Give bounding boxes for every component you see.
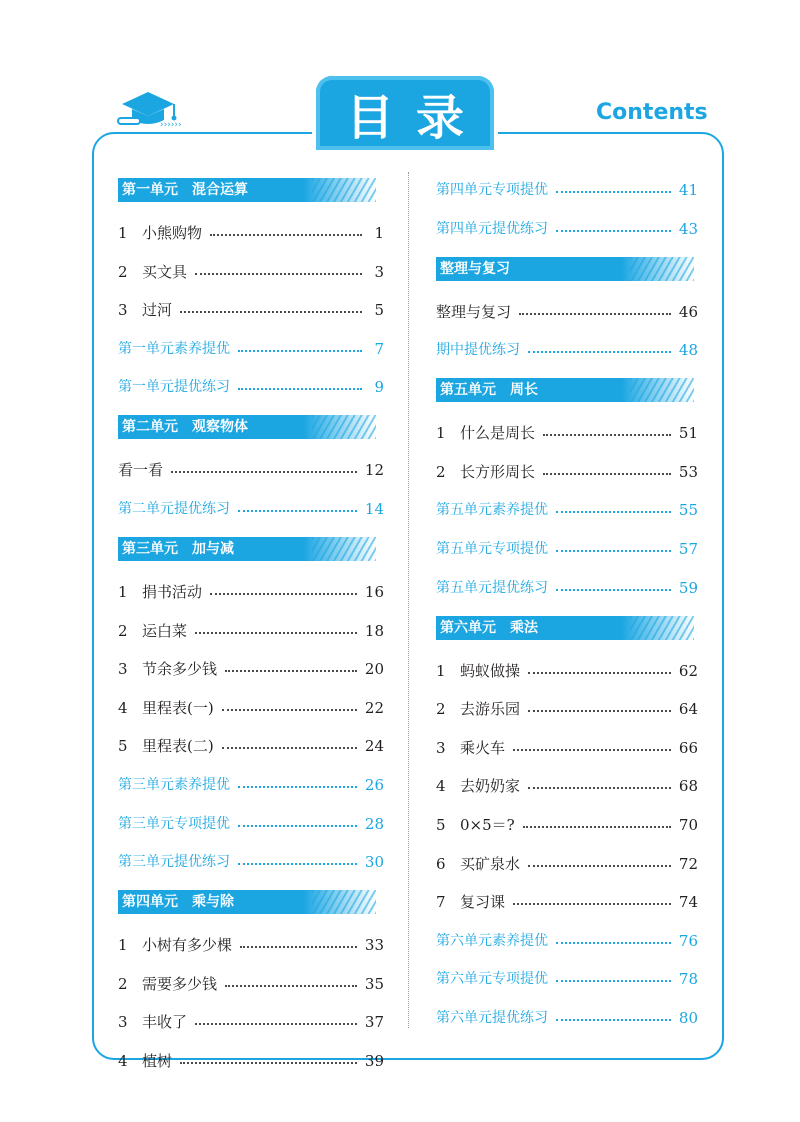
- dot-leader: [240, 946, 357, 948]
- entry-number: 1: [118, 583, 128, 601]
- page-number: 39: [364, 1052, 384, 1070]
- toc-entry[interactable]: [436, 498, 698, 522]
- toc-entry[interactable]: [118, 850, 384, 874]
- entry-number: 4: [436, 777, 446, 796]
- toc-entry[interactable]: [118, 1010, 384, 1034]
- toc-entry[interactable]: [436, 338, 698, 362]
- toc-entry[interactable]: [118, 458, 384, 482]
- toc-entry[interactable]: [436, 421, 698, 445]
- toc-entry[interactable]: [118, 375, 384, 399]
- header-stripes-decoration: [630, 616, 694, 640]
- toc-entry[interactable]: [436, 1006, 698, 1030]
- entry-title: 蚂蚁做操: [460, 661, 521, 680]
- svg-text:››››››: ››››››: [160, 120, 182, 130]
- toc-entry[interactable]: [436, 736, 698, 760]
- unit-header: [118, 890, 376, 914]
- dot-leader: [528, 672, 671, 674]
- dot-leader: [225, 670, 357, 672]
- page-number: 66: [678, 738, 698, 757]
- page-number: 41: [678, 181, 698, 199]
- toc-entry[interactable]: [436, 852, 698, 876]
- page-number: 51: [678, 424, 698, 443]
- page-number: 1: [374, 224, 384, 242]
- page-number: 37: [364, 1013, 384, 1032]
- entry-number: 3: [118, 301, 128, 320]
- page-number: 12: [364, 461, 384, 480]
- dot-leader: [556, 191, 671, 193]
- entry-title: 里程表(二): [142, 737, 214, 756]
- header-stripes-decoration: [312, 415, 376, 439]
- page-number: 35: [364, 974, 384, 993]
- entry-number: 2: [118, 262, 128, 281]
- entry-number: 1: [436, 661, 446, 680]
- dot-leader: [513, 749, 671, 751]
- dot-leader: [238, 350, 362, 352]
- entry-title: 长方形周长: [460, 462, 536, 481]
- entry-number: 2: [436, 700, 446, 719]
- dot-leader: [543, 473, 671, 475]
- page-number: 22: [364, 698, 384, 717]
- page-number: 72: [678, 854, 698, 873]
- dot-leader: [222, 747, 357, 749]
- graduation-cap-icon: [116, 80, 196, 130]
- dot-leader: [528, 787, 671, 789]
- entry-title: 第二单元提优练习: [118, 501, 230, 517]
- entry-number: 2: [436, 462, 446, 481]
- page-number: 33: [364, 936, 384, 955]
- entry-title: 买文具: [142, 262, 188, 281]
- dot-leader: [171, 471, 357, 473]
- unit-header-label: 第二单元 观察物体: [122, 419, 248, 436]
- dot-leader: [556, 230, 671, 232]
- dot-leader: [238, 825, 357, 827]
- unit-header-label: 第五单元 周长: [440, 382, 538, 399]
- contents-label: Contents: [596, 100, 708, 125]
- toc-entry[interactable]: [118, 734, 384, 758]
- entry-number: 2: [118, 621, 128, 640]
- column-divider: [408, 172, 409, 1028]
- page-number: 7: [374, 339, 384, 358]
- toc-entry[interactable]: [118, 337, 384, 361]
- dot-leader: [556, 550, 671, 552]
- dot-leader: [222, 709, 357, 711]
- entry-title: 去游乐园: [460, 700, 521, 719]
- entry-title: 第四单元专项提优: [436, 182, 548, 198]
- toc-entry[interactable]: [436, 460, 698, 484]
- page-number: 46: [678, 302, 698, 321]
- page-number: 59: [678, 578, 698, 597]
- toc-entry[interactable]: [436, 300, 698, 324]
- page-number: 3: [374, 262, 384, 281]
- entry-number: 1: [118, 936, 128, 955]
- toc-entry[interactable]: [436, 576, 698, 600]
- entry-number: 3: [436, 738, 446, 757]
- dot-leader: [528, 865, 671, 867]
- page-number: 26: [364, 776, 384, 794]
- page-number: 43: [678, 219, 698, 238]
- dot-leader: [195, 1023, 357, 1025]
- entry-title: 里程表(一): [142, 698, 214, 717]
- entry-title: 捐书活动: [142, 583, 203, 601]
- dot-leader: [513, 903, 671, 905]
- toc-entry[interactable]: [118, 497, 384, 521]
- dot-leader: [195, 273, 362, 275]
- page-number: 16: [364, 583, 384, 601]
- entry-number: 1: [436, 424, 446, 443]
- page-number: 20: [364, 660, 384, 679]
- toc-entry[interactable]: [436, 813, 698, 837]
- dot-leader: [543, 434, 671, 436]
- toc-entry[interactable]: [118, 580, 384, 604]
- page-number: 55: [678, 501, 698, 520]
- entry-title: 第三单元素养提优: [118, 777, 230, 793]
- toc-entry[interactable]: [436, 967, 698, 991]
- page-number: 78: [678, 970, 698, 989]
- header-stripes-decoration: [312, 178, 376, 202]
- unit-header: [118, 178, 376, 202]
- toc-entry[interactable]: [436, 217, 698, 241]
- entry-title: 小树有多少棵: [142, 936, 233, 955]
- dot-leader: [519, 313, 671, 315]
- dot-leader: [238, 388, 362, 390]
- page-title: 目录: [316, 76, 494, 150]
- page-number: 57: [678, 540, 698, 558]
- dot-leader: [556, 980, 671, 982]
- page-number: 68: [678, 777, 698, 796]
- toc-entry[interactable]: [118, 812, 384, 836]
- entry-title: 第一单元素养提优: [118, 340, 230, 357]
- dot-leader: [238, 863, 357, 865]
- entry-number: 1: [118, 224, 128, 242]
- page-number: 30: [364, 853, 384, 872]
- page-number: 48: [678, 341, 698, 360]
- entry-title: 第一单元提优练习: [118, 379, 230, 396]
- toc-entry[interactable]: [436, 697, 698, 721]
- entry-title: 买矿泉水: [460, 854, 521, 873]
- unit-header-label: 第一单元 混合运算: [122, 182, 248, 198]
- page-number: 5: [374, 301, 384, 320]
- unit-header-label: 第三单元 加与减: [122, 541, 234, 557]
- toc-entry[interactable]: [436, 178, 698, 202]
- header-stripes-decoration: [312, 537, 376, 561]
- entry-title: 过河: [142, 301, 173, 320]
- header-stripes-decoration: [312, 890, 376, 914]
- unit-header: [436, 257, 694, 281]
- toc-entry[interactable]: [436, 774, 698, 798]
- dot-leader: [556, 511, 671, 513]
- dot-leader: [195, 632, 357, 634]
- toc-entry[interactable]: [118, 696, 384, 720]
- toc-entry[interactable]: [118, 221, 384, 245]
- entry-number: 6: [436, 854, 446, 873]
- unit-header-label: 第四单元 乘与除: [122, 894, 234, 911]
- dot-leader: [528, 710, 671, 712]
- entry-title: 第五单元专项提优: [436, 541, 548, 557]
- dot-leader: [225, 985, 357, 987]
- toc-entry[interactable]: [436, 890, 698, 914]
- dot-leader: [180, 1062, 357, 1064]
- page-number: 70: [678, 816, 698, 834]
- toc-entry[interactable]: [436, 537, 698, 561]
- page-number: 53: [678, 462, 698, 481]
- entry-number: 5: [436, 816, 446, 834]
- dot-leader: [523, 826, 671, 828]
- page-number: 24: [364, 737, 384, 756]
- page-number: 80: [678, 1009, 698, 1027]
- entry-number: 3: [118, 660, 128, 679]
- entry-title: 第六单元提优练习: [436, 1010, 548, 1026]
- dot-leader: [180, 311, 362, 313]
- entry-title: 运白菜: [142, 621, 188, 640]
- entry-number: 5: [118, 737, 128, 756]
- toc-entry[interactable]: [118, 1049, 384, 1073]
- page-number: 64: [678, 700, 698, 719]
- entry-number: 2: [118, 974, 128, 993]
- entry-title: 第四单元提优练习: [436, 220, 548, 237]
- entry-number: 3: [118, 1013, 128, 1032]
- entry-title: 0×5＝?: [460, 816, 515, 834]
- unit-header: [436, 616, 694, 640]
- entry-title: 复习课: [460, 893, 506, 912]
- dot-leader: [556, 589, 671, 591]
- toc-entry[interactable]: [118, 298, 384, 322]
- dot-leader: [528, 351, 671, 353]
- page-number: 28: [364, 814, 384, 833]
- page-number: 74: [678, 893, 698, 912]
- dot-leader: [210, 234, 362, 236]
- entry-title: 去奶奶家: [460, 777, 521, 796]
- header-stripes-decoration: [630, 378, 694, 402]
- page-number: 62: [678, 661, 698, 680]
- entry-title: 节余多少钱: [142, 660, 218, 679]
- dot-leader: [238, 786, 357, 788]
- toc-entry[interactable]: [118, 260, 384, 284]
- entry-number: 4: [118, 698, 128, 717]
- toc-entry[interactable]: [118, 657, 384, 681]
- dot-leader: [210, 593, 357, 595]
- header-stripes-decoration: [630, 257, 694, 281]
- entry-title: 第五单元素养提优: [436, 502, 548, 519]
- entry-title: 第五单元提优练习: [436, 579, 548, 596]
- entry-title: 第六单元专项提优: [436, 971, 548, 988]
- page-number: 9: [374, 378, 384, 397]
- dot-leader: [556, 1019, 671, 1021]
- dot-leader: [556, 942, 671, 944]
- entry-title: 丰收了: [142, 1013, 188, 1032]
- page-number: 14: [364, 500, 384, 518]
- entry-title: 第三单元专项提优: [118, 815, 230, 832]
- entry-title: 第三单元提优练习: [118, 854, 230, 871]
- toc-entry[interactable]: [118, 933, 384, 957]
- toc-entry[interactable]: [436, 929, 698, 953]
- toc-entry[interactable]: [118, 619, 384, 643]
- entry-title: 第六单元素养提优: [436, 932, 548, 949]
- entry-title: 期中提优练习: [436, 342, 520, 359]
- unit-header-label: 第六单元 乘法: [440, 619, 538, 636]
- unit-header: [118, 415, 376, 439]
- unit-header: [118, 537, 376, 561]
- entry-title: 植树: [142, 1052, 173, 1070]
- entry-number: 4: [118, 1052, 128, 1070]
- page-number: 76: [678, 931, 698, 950]
- entry-number: 7: [436, 893, 446, 912]
- entry-title: 看一看: [118, 461, 164, 480]
- entry-title: 小熊购物: [142, 224, 203, 242]
- toc-entry[interactable]: [436, 659, 698, 683]
- dot-leader: [238, 510, 357, 512]
- toc-entry[interactable]: [118, 773, 384, 797]
- page-number: 18: [364, 621, 384, 640]
- entry-title: 什么是周长: [460, 424, 536, 443]
- unit-header: [436, 378, 694, 402]
- entry-title: 乘火车: [460, 738, 506, 757]
- entry-title: 整理与复习: [436, 302, 512, 321]
- entry-title: 需要多少钱: [142, 974, 218, 993]
- unit-header-label: 整理与复习: [440, 260, 510, 277]
- toc-entry[interactable]: [118, 972, 384, 996]
